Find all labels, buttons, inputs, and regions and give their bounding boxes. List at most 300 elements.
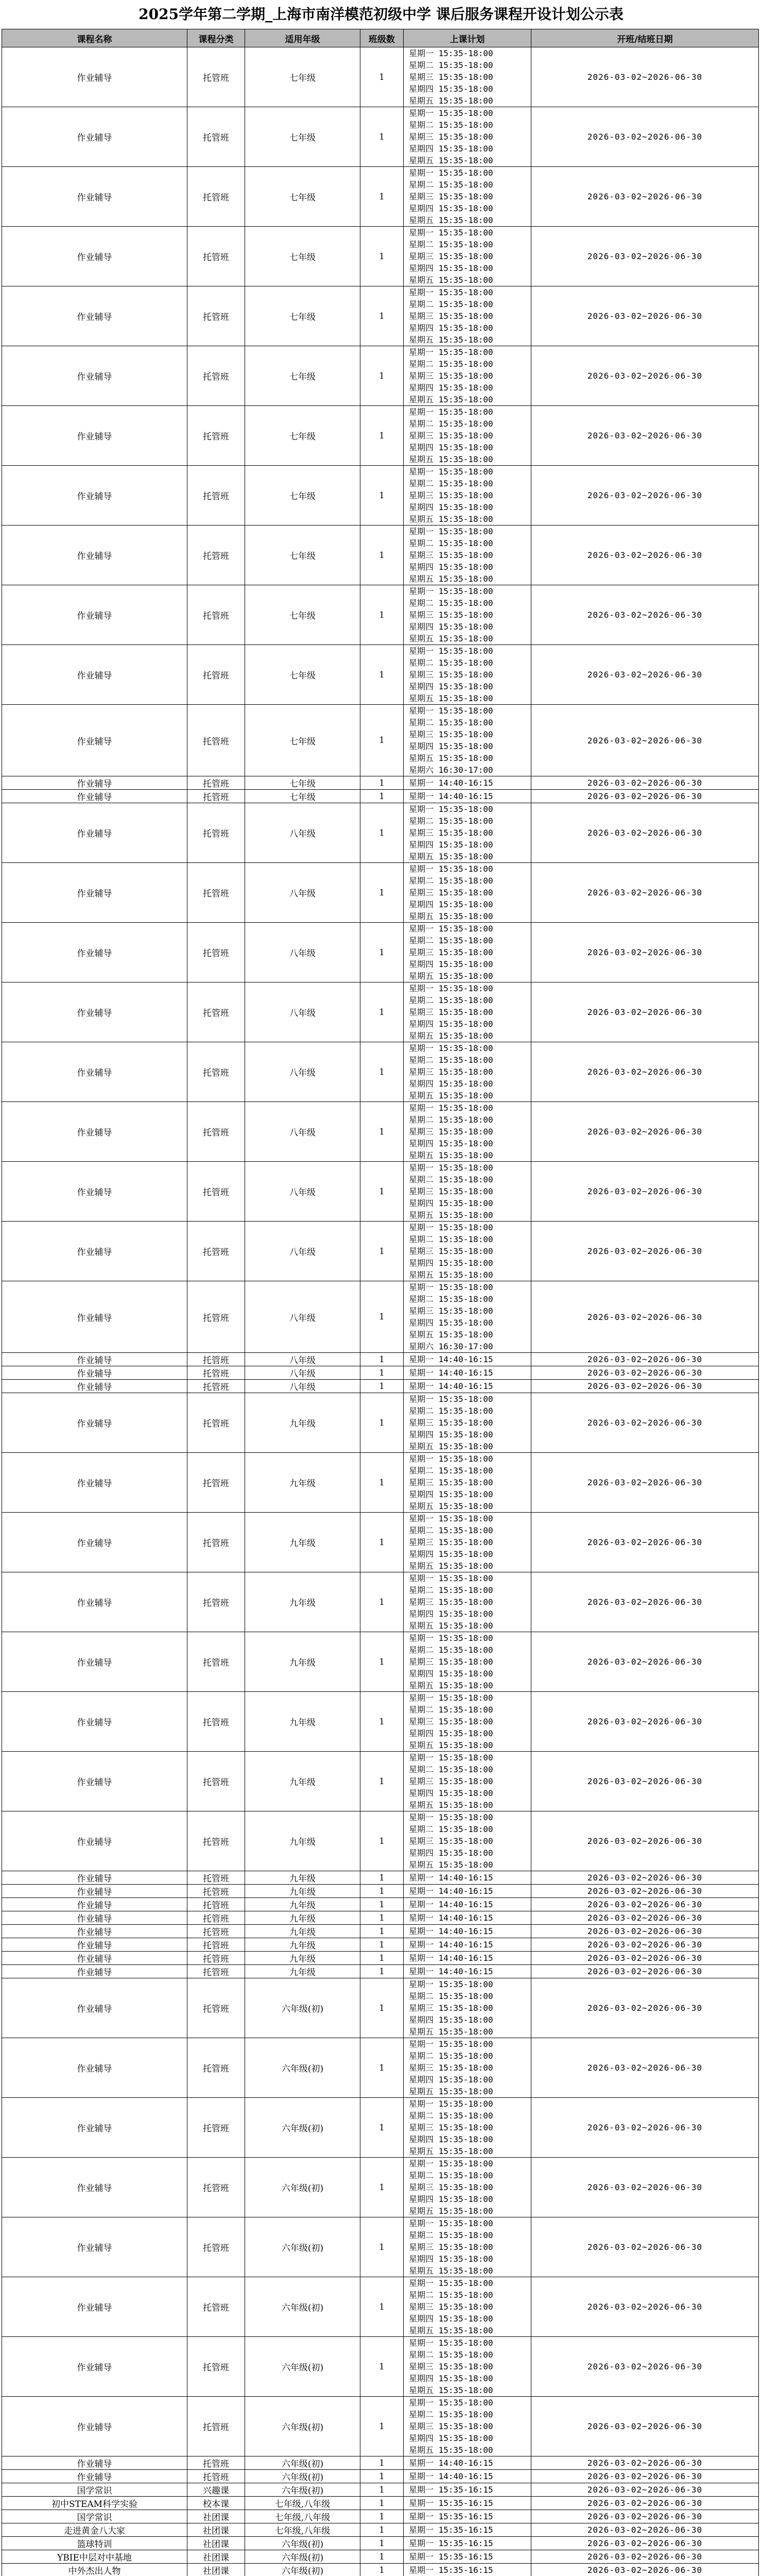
schedule-cell	[404, 2158, 531, 2217]
schedule-line: 星期二 15:35-18:00	[409, 1055, 493, 1065]
schedule-line: 星期二 15:35-18:00	[409, 359, 493, 369]
schedule-line: 星期五 15:35-18:00	[409, 852, 493, 861]
course-category: 托管班	[187, 1453, 245, 1513]
course-name: 作业辅导	[2, 1222, 187, 1281]
course-category: 托管班	[187, 776, 245, 790]
date-range: 2026-03-02~2026-06-30	[531, 982, 759, 1042]
schedule-line: 星期三 15:35-18:00	[409, 1187, 493, 1196]
schedule-line: 星期二 15:35-18:00	[409, 658, 493, 668]
course-name: 作业辅导	[2, 1885, 187, 1898]
course-category: 托管班	[187, 585, 245, 645]
table-row	[2, 406, 759, 466]
schedule-line: 星期二 15:35-18:00	[409, 1645, 493, 1655]
class-count: 1	[360, 803, 404, 863]
course-category: 社团课	[187, 2564, 245, 2576]
schedule-cell	[404, 466, 531, 526]
schedule-line: 星期五 15:35-18:00	[409, 1681, 493, 1690]
schedule-line: 星期二 15:35-18:00	[409, 120, 493, 130]
schedule-line: 星期四 15:35-18:00	[409, 1430, 493, 1439]
course-name: 作业辅导	[2, 1811, 187, 1871]
schedule-line: 星期四 15:35-18:00	[409, 1139, 493, 1148]
course-category: 托管班	[187, 1885, 245, 1898]
schedule-line: 星期五 15:35-18:00	[409, 1031, 493, 1041]
course-grade: 九年级	[245, 1938, 360, 1952]
schedule-line: 星期四 15:35-18:00	[409, 263, 493, 273]
schedule-line: 星期五 15:35-18:00	[409, 454, 493, 464]
schedule-line: 星期五 15:35-18:00	[409, 2266, 493, 2276]
schedule-cell	[404, 923, 531, 982]
class-count: 1	[360, 1898, 404, 1911]
schedule-cell	[404, 1162, 531, 1222]
schedule-cell	[404, 1453, 531, 1513]
schedule-line: 星期一 15:35-18:00	[409, 347, 493, 357]
course-grade: 六年级(初)	[245, 2337, 360, 2397]
course-category: 托管班	[187, 1938, 245, 1952]
schedule-line: 星期一 14:40-16:15	[409, 1926, 493, 1936]
date-range: 2026-03-02~2026-06-30	[531, 2397, 759, 2456]
course-category: 托管班	[187, 1380, 245, 1393]
schedule-line: 星期三 15:35-18:00	[409, 1776, 493, 1786]
course-grade: 八年级	[245, 1281, 360, 1353]
course-name: 篮球特训	[2, 2537, 187, 2550]
course-name: 作业辅导	[2, 1380, 187, 1393]
schedule-line: 星期一 15:35-16:15	[409, 2512, 493, 2521]
date-range: 2026-03-02~2026-06-30	[531, 803, 759, 863]
course-category: 托管班	[187, 1898, 245, 1911]
class-count: 1	[360, 923, 404, 982]
schedule-line: 星期四 15:35-18:00	[409, 1258, 493, 1268]
schedule-line: 星期一 15:35-18:00	[409, 2099, 493, 2109]
schedule-line: 星期四 15:35-18:00	[409, 1019, 493, 1029]
table-row	[2, 2550, 759, 2564]
schedule-line: 星期三 15:35-18:00	[409, 2302, 493, 2312]
table-row	[2, 2337, 759, 2397]
schedule-line: 星期四 15:35-18:00	[409, 1848, 493, 1858]
table-row	[2, 1952, 759, 1965]
schedule-line: 星期五 15:35-18:00	[409, 215, 493, 225]
course-name: 作业辅导	[2, 227, 187, 286]
course-name: 作业辅导	[2, 1871, 187, 1885]
schedule-line: 星期三 15:35-18:00	[409, 1418, 493, 1428]
schedule-line: 星期一 15:35-18:00	[409, 864, 493, 874]
course-name: 作业辅导	[2, 107, 187, 167]
date-range: 2026-03-02~2026-06-30	[531, 1042, 759, 1102]
table-row	[2, 776, 759, 790]
schedule-cell	[404, 1938, 531, 1952]
schedule-line: 星期二 15:35-18:00	[409, 1115, 493, 1125]
table-row	[2, 1898, 759, 1911]
schedule-line: 星期四 15:35-18:00	[409, 2015, 493, 2025]
header-row	[2, 29, 759, 47]
date-range: 2026-03-02~2026-06-30	[531, 1102, 759, 1162]
course-grade: 八年级	[245, 1353, 360, 1366]
table-row	[2, 1222, 759, 1281]
schedule-line: 星期三 15:35-18:00	[409, 132, 493, 142]
course-category: 托管班	[187, 2038, 245, 2098]
date-range: 2026-03-02~2026-06-30	[531, 776, 759, 790]
table-row	[2, 790, 759, 803]
date-range: 2026-03-02~2026-06-30	[531, 526, 759, 585]
schedule-cell	[404, 776, 531, 790]
schedule-line: 星期二 15:35-18:00	[409, 60, 493, 70]
schedule-cell	[404, 47, 531, 107]
schedule-cell	[404, 2470, 531, 2483]
date-range: 2026-03-02~2026-06-30	[531, 1353, 759, 1366]
course-category: 托管班	[187, 803, 245, 863]
class-count: 1	[360, 1692, 404, 1752]
date-range: 2026-03-02~2026-06-30	[531, 466, 759, 526]
course-grade: 六年级(初)	[245, 2456, 360, 2470]
schedule-line: 星期二 15:35-18:00	[409, 2290, 493, 2300]
table-row	[2, 2277, 759, 2337]
schedule-line: 星期一 15:35-18:00	[409, 1103, 493, 1113]
schedule-line: 星期三 15:35-18:00	[409, 1537, 493, 1547]
schedule-line: 星期三 15:35-18:00	[409, 2242, 493, 2252]
date-range: 2026-03-02~2026-06-30	[531, 2158, 759, 2217]
course-category: 托管班	[187, 982, 245, 1042]
schedule-line: 星期一 14:40-16:15	[409, 1900, 493, 1909]
schedule-line: 星期二 15:35-18:00	[409, 240, 493, 249]
date-range: 2026-03-02~2026-06-30	[531, 2550, 759, 2564]
course-name: 作业辅导	[2, 1042, 187, 1102]
course-name: 作业辅导	[2, 776, 187, 790]
schedule-cell	[404, 2537, 531, 2550]
schedule-line: 星期一 15:35-18:00	[409, 706, 493, 716]
course-grade: 六年级(初)	[245, 2038, 360, 2098]
table-row	[2, 1453, 759, 1513]
schedule-cell	[404, 1871, 531, 1885]
class-count: 1	[360, 1938, 404, 1952]
schedule-line: 星期五 15:35-18:00	[409, 1210, 493, 1220]
course-grade: 七年级,八年级	[245, 2510, 360, 2523]
course-grade: 八年级	[245, 982, 360, 1042]
class-count: 1	[360, 286, 404, 346]
class-count: 1	[360, 1925, 404, 1938]
schedule-line: 星期二 15:35-18:00	[409, 1765, 493, 1774]
schedule-line: 星期一 15:35-18:00	[409, 1693, 493, 1703]
schedule-line: 星期五 15:35-18:00	[409, 395, 493, 404]
course-name: 作业辅导	[2, 1952, 187, 1965]
schedule-line: 星期一 15:35-18:00	[409, 1979, 493, 1989]
schedule-cell	[404, 1692, 531, 1752]
class-count: 1	[360, 346, 404, 406]
schedule-cell	[404, 2483, 531, 2497]
schedule-line: 星期一 15:35-16:15	[409, 2498, 493, 2508]
course-name: 作业辅导	[2, 645, 187, 705]
schedule-cell	[404, 1102, 531, 1162]
schedule-line: 星期二 15:35-18:00	[409, 1824, 493, 1834]
course-name: 作业辅导	[2, 585, 187, 645]
course-name: 初中STEAM科学实验	[2, 2497, 187, 2510]
course-name: 作业辅导	[2, 863, 187, 923]
table-row	[2, 2510, 759, 2523]
schedule-cell	[404, 1911, 531, 1925]
course-category: 托管班	[187, 346, 245, 406]
schedule-cell	[404, 1393, 531, 1453]
course-grade: 九年级	[245, 1885, 360, 1898]
course-grade: 九年级	[245, 1692, 360, 1752]
schedule-line: 星期二 15:35-18:00	[409, 2230, 493, 2240]
class-count: 1	[360, 1752, 404, 1811]
course-grade: 七年级	[245, 346, 360, 406]
schedule-cell	[404, 1380, 531, 1393]
schedule-line: 星期四 15:35-18:00	[409, 741, 493, 751]
date-range: 2026-03-02~2026-06-30	[531, 1811, 759, 1871]
date-range: 2026-03-02~2026-06-30	[531, 1393, 759, 1453]
schedule-line: 星期二 15:35-18:00	[409, 1585, 493, 1595]
schedule-cell	[404, 2337, 531, 2397]
schedule-line: 星期一 15:35-18:00	[409, 407, 493, 417]
schedule-line: 星期一 15:35-18:00	[409, 924, 493, 934]
schedule-cell	[404, 2217, 531, 2277]
course-name: 作业辅导	[2, 2337, 187, 2397]
class-count: 1	[360, 526, 404, 585]
table-row	[2, 1393, 759, 1453]
date-range: 2026-03-02~2026-06-30	[531, 1898, 759, 1911]
schedule-line: 星期四 15:35-18:00	[409, 900, 493, 909]
table-row	[2, 1752, 759, 1811]
course-category: 社团课	[187, 2550, 245, 2564]
date-range: 2026-03-02~2026-06-30	[531, 2497, 759, 2510]
schedule-cell	[404, 406, 531, 466]
schedule-line: 星期五 15:35-18:00	[409, 1800, 493, 1810]
course-grade: 六年级(初)	[245, 2470, 360, 2483]
schedule-cell	[404, 645, 531, 705]
schedule-line: 星期四 15:35-18:00	[409, 1489, 493, 1499]
course-category: 托管班	[187, 1162, 245, 1222]
schedule-line: 星期一 15:35-18:00	[409, 1573, 493, 1583]
table-row	[2, 2564, 759, 2576]
course-grade: 九年级	[245, 1925, 360, 1938]
course-grade: 八年级	[245, 1042, 360, 1102]
table-row	[2, 1513, 759, 1572]
schedule-line: 星期四 15:35-18:00	[409, 1318, 493, 1328]
schedule-line: 星期四 15:35-18:00	[409, 84, 493, 94]
table-row	[2, 2038, 759, 2098]
class-count: 1	[360, 2510, 404, 2523]
course-grade: 八年级	[245, 863, 360, 923]
course-name: 作业辅导	[2, 2217, 187, 2277]
course-name: 作业辅导	[2, 982, 187, 1042]
course-name: 作业辅导	[2, 1513, 187, 1572]
schedule-line: 星期三 15:35-18:00	[409, 371, 493, 381]
class-count: 1	[360, 2337, 404, 2397]
course-category: 社团课	[187, 2510, 245, 2523]
date-range: 2026-03-02~2026-06-30	[531, 1752, 759, 1811]
table-row	[2, 1811, 759, 1871]
course-name: 作业辅导	[2, 1393, 187, 1453]
schedule-line: 星期一 15:35-18:00	[409, 287, 493, 297]
course-name: 国学常识	[2, 2483, 187, 2497]
schedule-line: 星期三 15:35-18:00	[409, 2123, 493, 2132]
date-range: 2026-03-02~2026-06-30	[531, 1453, 759, 1513]
schedule-cell	[404, 2038, 531, 2098]
course-category: 托管班	[187, 1811, 245, 1871]
course-grade: 七年级,八年级	[245, 2523, 360, 2537]
schedule-line: 星期三 15:35-18:00	[409, 251, 493, 261]
course-grade: 七年级	[245, 286, 360, 346]
schedule-line: 星期三 15:35-18:00	[409, 1127, 493, 1137]
class-count: 1	[360, 1353, 404, 1366]
schedule-cell	[404, 585, 531, 645]
schedule-line: 星期一 14:40-16:15	[409, 1953, 493, 1963]
date-range: 2026-03-02~2026-06-30	[531, 2277, 759, 2337]
schedule-cell	[404, 1965, 531, 1978]
class-count: 1	[360, 1281, 404, 1353]
course-name: 作业辅导	[2, 1898, 187, 1911]
schedule-cell	[404, 1898, 531, 1911]
schedule-line: 星期三 15:35-18:00	[409, 431, 493, 440]
course-category: 托管班	[187, 705, 245, 776]
class-count: 1	[360, 645, 404, 705]
schedule-line: 星期一 15:35-18:00	[409, 2218, 493, 2228]
course-grade: 七年级	[245, 705, 360, 776]
schedule-line: 星期一 14:40-16:15	[409, 1886, 493, 1896]
schedule-cell	[404, 1752, 531, 1811]
schedule-line: 星期一 15:35-18:00	[409, 1282, 493, 1292]
course-category: 校本课	[187, 2497, 245, 2510]
table-row	[2, 346, 759, 406]
schedule-line: 星期三 15:35-18:00	[409, 828, 493, 838]
table-row	[2, 863, 759, 923]
course-grade: 六年级(初)	[245, 2550, 360, 2564]
schedule-line: 星期三 15:35-18:00	[409, 888, 493, 897]
schedule-line: 星期一 14:40-16:15	[409, 1913, 493, 1923]
table-row	[2, 1102, 759, 1162]
class-count: 1	[360, 1871, 404, 1885]
class-count: 1	[360, 1366, 404, 1380]
table-row	[2, 1978, 759, 2038]
date-range: 2026-03-02~2026-06-30	[531, 1366, 759, 1380]
schedule-line: 星期一 15:35-18:00	[409, 228, 493, 238]
class-count: 1	[360, 1393, 404, 1453]
course-grade: 九年级	[245, 1513, 360, 1572]
date-range: 2026-03-02~2026-06-30	[531, 1978, 759, 2038]
course-grade: 七年级	[245, 790, 360, 803]
table-row	[2, 1692, 759, 1752]
date-range: 2026-03-02~2026-06-30	[531, 1380, 759, 1393]
schedule-line: 星期三 15:35-18:00	[409, 2362, 493, 2371]
course-grade: 七年级	[245, 406, 360, 466]
schedule-line: 星期四 15:35-18:00	[409, 840, 493, 850]
schedule-line: 星期三 15:35-18:00	[409, 1836, 493, 1846]
table-row	[2, 2497, 759, 2510]
schedule-line: 星期三 15:35-18:00	[409, 1306, 493, 1316]
schedule-line: 星期四 15:35-18:00	[409, 1549, 493, 1559]
table-row	[2, 1885, 759, 1898]
schedule-line: 星期五 15:35-18:00	[409, 1150, 493, 1160]
schedule-line: 星期二 15:35-18:00	[409, 936, 493, 945]
date-range: 2026-03-02~2026-06-30	[531, 585, 759, 645]
course-grade: 六年级(初)	[245, 2397, 360, 2456]
table-row	[2, 1572, 759, 1632]
course-name: 作业辅导	[2, 1281, 187, 1353]
course-name: 国学常识	[2, 2510, 187, 2523]
schedule-line: 星期五 15:35-18:00	[409, 693, 493, 703]
schedule-cell	[404, 863, 531, 923]
course-category: 托管班	[187, 2158, 245, 2217]
date-range: 2026-03-02~2026-06-30	[531, 645, 759, 705]
course-name: 作业辅导	[2, 1572, 187, 1632]
schedule-line: 星期三 15:35-18:00	[409, 311, 493, 321]
course-grade: 六年级(初)	[245, 2158, 360, 2217]
table-row	[2, 803, 759, 863]
schedule-line: 星期二 15:35-18:00	[409, 995, 493, 1005]
schedule-cell	[404, 2456, 531, 2470]
schedule-cell	[404, 2277, 531, 2337]
schedule-cell	[404, 2098, 531, 2158]
schedule-line: 星期四 15:35-18:00	[409, 2374, 493, 2383]
course-grade: 六年级(初)	[245, 2564, 360, 2576]
course-name: 作业辅导	[2, 346, 187, 406]
schedule-line: 星期一 14:40-16:15	[409, 1354, 493, 1364]
course-grade: 七年级	[245, 167, 360, 227]
course-name: 作业辅导	[2, 923, 187, 982]
schedule-line: 星期四 15:35-18:00	[409, 2314, 493, 2324]
schedule-line: 星期一 15:35-18:00	[409, 2278, 493, 2288]
course-name: 作业辅导	[2, 286, 187, 346]
class-count: 1	[360, 1632, 404, 1692]
schedule-cell	[404, 2564, 531, 2576]
schedule-line: 星期五 15:35-18:00	[409, 156, 493, 165]
date-range: 2026-03-02~2026-06-30	[531, 923, 759, 982]
schedule-line: 星期二 15:35-18:00	[409, 2171, 493, 2180]
course-category: 托管班	[187, 1692, 245, 1752]
schedule-line: 星期五 15:35-18:00	[409, 2445, 493, 2455]
course-grade: 七年级	[245, 526, 360, 585]
course-category: 托管班	[187, 466, 245, 526]
course-category: 托管班	[187, 167, 245, 227]
course-category: 托管班	[187, 1978, 245, 2038]
schedule-line: 星期一 14:40-16:15	[409, 1381, 493, 1391]
schedule-line: 星期二 15:35-18:00	[409, 2051, 493, 2061]
date-range: 2026-03-02~2026-06-30	[531, 863, 759, 923]
schedule-line: 星期三 15:35-18:00	[409, 947, 493, 957]
course-name: 作业辅导	[2, 466, 187, 526]
course-grade: 八年级	[245, 1102, 360, 1162]
class-count: 1	[360, 1965, 404, 1978]
course-category: 托管班	[187, 1393, 245, 1453]
schedule-line: 星期一 15:35-18:00	[409, 984, 493, 993]
course-grade: 七年级	[245, 585, 360, 645]
course-category: 托管班	[187, 1102, 245, 1162]
schedule-line: 星期二 15:35-18:00	[409, 2111, 493, 2121]
date-range: 2026-03-02~2026-06-30	[531, 1871, 759, 1885]
course-category: 托管班	[187, 1871, 245, 1885]
schedule-line: 星期一 15:35-18:00	[409, 527, 493, 536]
schedule-cell	[404, 286, 531, 346]
schedule-line: 星期一 14:40-16:15	[409, 1873, 493, 1883]
class-count: 1	[360, 466, 404, 526]
table-row	[2, 2217, 759, 2277]
schedule-line: 星期五 15:35-18:00	[409, 634, 493, 643]
course-name: 作业辅导	[2, 406, 187, 466]
class-count: 1	[360, 2217, 404, 2277]
class-count: 1	[360, 2158, 404, 2217]
course-category: 托管班	[187, 2277, 245, 2337]
schedule-line: 星期四 15:35-18:00	[409, 383, 493, 393]
table-row	[2, 2456, 759, 2470]
schedule-line: 星期二 15:35-18:00	[409, 1991, 493, 2001]
schedule-line: 星期一 15:35-18:00	[409, 1163, 493, 1173]
schedule-line: 星期二 15:35-18:00	[409, 1294, 493, 1304]
schedule-line: 星期一 14:40-16:15	[409, 1368, 493, 1378]
class-count: 1	[360, 790, 404, 803]
table-row	[2, 1925, 759, 1938]
table-row	[2, 645, 759, 705]
table-row	[2, 1281, 759, 1353]
schedule-line: 星期二 15:35-18:00	[409, 1234, 493, 1244]
